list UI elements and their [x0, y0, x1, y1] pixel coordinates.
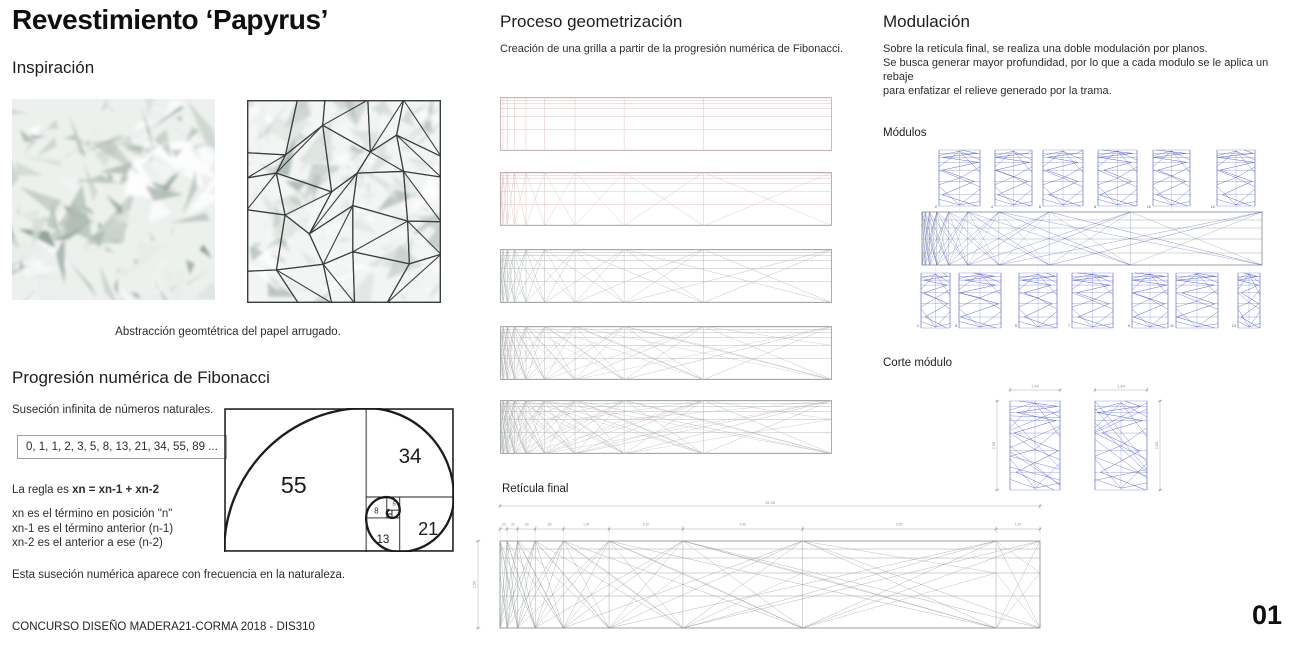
grid-stage-3: [500, 249, 832, 303]
svg-text:.30: .30: [510, 522, 515, 527]
paragraph-line: Se busca generar mayor profundidad, por lo que a cada modulo se le aplica un rebaje: [883, 57, 1269, 83]
svg-text:5.50: 5.50: [896, 522, 903, 527]
svg-text:5: 5: [392, 501, 396, 508]
process-heading: Proceso geometrización: [500, 12, 683, 31]
svg-text:13: 13: [1231, 324, 1236, 328]
svg-text:34: 34: [398, 444, 422, 469]
svg-text:8: 8: [1093, 205, 1096, 209]
inspiration-heading: Inspiración: [12, 58, 95, 77]
modulation-heading: Modulación: [883, 12, 970, 31]
svg-text:2.55: 2.55: [1154, 441, 1159, 450]
page-number: 01: [1252, 600, 1283, 630]
svg-text:2.10: 2.10: [642, 522, 650, 527]
final-grid-label: Retícula final: [502, 483, 569, 495]
svg-text:.80: .80: [547, 522, 552, 527]
term-line: xn-2 es el anterior a ese (n-2): [12, 537, 163, 549]
fibonacci-rule: [12, 484, 159, 496]
modules-diagram: [883, 141, 1300, 337]
svg-text:6: 6: [1038, 205, 1041, 209]
svg-text:2.55: 2.55: [472, 581, 477, 588]
svg-text:10: 10: [1146, 205, 1151, 209]
svg-text:1.25: 1.25: [1014, 522, 1022, 527]
fibonacci-sequence-box: 0, 1, 1, 2, 3, 5, 8, 13, 21, 34, 55, 89 ...: [17, 435, 227, 459]
final-grid-diagram: [455, 496, 1045, 644]
geometric-abstraction-image: [247, 100, 441, 303]
grid-stage-5: [500, 400, 832, 454]
paragraph-line: para enfatizar el relieve generado por la trama.: [883, 85, 1112, 97]
svg-text:3.40: 3.40: [739, 522, 746, 527]
rule-formula: xn = xn-1 + xn-2: [72, 484, 160, 496]
term-line: xn-1 es el término anterior (n-1): [12, 522, 174, 535]
svg-text:5: 5: [1014, 324, 1017, 328]
svg-text:9: 9: [1127, 324, 1130, 328]
grid-stage-4: [500, 326, 832, 380]
inspiration-caption: Abstracción geomtétrica del papel arrugado.: [115, 326, 341, 338]
term-line: xn es el término en posición "n": [12, 508, 173, 520]
page-title: Revestimiento ‘Papyrus’: [12, 4, 329, 35]
fibonacci-spiral-diagram: [224, 408, 454, 552]
svg-text:2: 2: [934, 205, 937, 209]
svg-text:21: 21: [418, 518, 439, 540]
process-caption: Creación de una grilla a partir de la progresión numérica de Fibonacci.: [500, 43, 844, 55]
svg-text:4: 4: [990, 205, 993, 209]
svg-text:.20: .20: [501, 522, 506, 527]
svg-text:7: 7: [1067, 324, 1070, 328]
svg-text:2.55: 2.55: [991, 441, 996, 450]
grid-stage-2: [500, 172, 832, 226]
svg-text:3: 3: [954, 324, 957, 328]
fibonacci-intro: Suseción infinita de números naturales.: [12, 404, 214, 416]
svg-text:13: 13: [376, 532, 390, 546]
svg-text:1.30: 1.30: [583, 522, 590, 527]
modules-label: Módulos: [883, 127, 927, 139]
svg-text:12: 12: [1210, 205, 1215, 209]
crumpled-paper-image: [12, 99, 215, 300]
modulation-paragraph: [883, 42, 1300, 98]
footer-credit: CONCURSO DISEÑO MADERA21-CORMA 2018 - DIS310: [12, 621, 315, 633]
svg-text:.50: .50: [524, 522, 529, 527]
module-section-diagram: [978, 368, 1213, 506]
paragraph-line: Sobre la retícula final, se realiza una doble modulación por planos.: [883, 43, 1208, 55]
fibonacci-heading: Progresión numérica de Fibonacci: [12, 368, 270, 387]
svg-text:1: 1: [916, 324, 919, 328]
svg-text:55: 55: [280, 471, 307, 499]
rule-prefix: La regla es: [12, 484, 73, 496]
svg-text:11: 11: [1170, 324, 1174, 328]
fibonacci-outro: Esta suseción numérica aparece con frecuencia en la naturaleza.: [12, 569, 346, 581]
grid-stage-1: [500, 97, 832, 151]
svg-text:1.44: 1.44: [1031, 383, 1039, 389]
fibonacci-terms: [12, 507, 173, 551]
module-section-label: Corte módulo: [883, 357, 953, 369]
svg-text:8: 8: [374, 506, 379, 516]
svg-text:1.44: 1.44: [1117, 383, 1125, 389]
svg-text:15.35: 15.35: [764, 500, 776, 505]
